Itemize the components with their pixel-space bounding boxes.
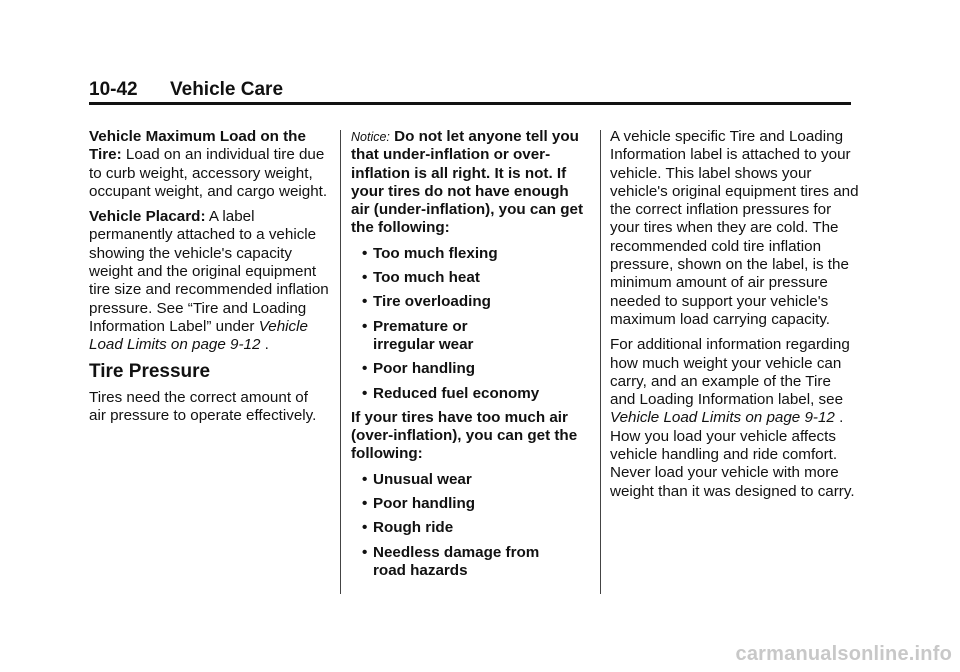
column-divider-left [340,130,341,594]
list-item-text: Too much heat [373,269,480,287]
cross-reference-link[interactable]: Vehicle Load Limits on page 9-12 [89,317,308,354]
section-title: Vehicle Care [170,79,284,100]
definition-term: Vehicle Maximum Load on the Tire [89,128,306,164]
bullet-icon: • [362,317,368,335]
bullet-icon: • [362,543,368,561]
definition-max-load [89,128,329,201]
definition-text: Load on an individual tire due to curb weight, accessory weight, occupant weight, and cargo weight. [89,146,328,200]
additional-info-paragraph [610,336,860,501]
cross-reference-link[interactable]: Vehicle Load Limits on page 9-12 [610,409,835,427]
definition-colon: : [116,146,122,164]
bullet-icon: • [362,269,368,287]
bullet-icon: • [362,495,368,513]
list-item [351,293,586,311]
definition-colon: : [200,208,206,226]
over-inflation-intro: If your tires have too much air (over-inflation), you can get the following: [351,408,578,463]
page-number: 10-42 [89,79,138,100]
notice-label: Notice: [351,130,390,144]
definition-text: A label permanently attached to a vehicle showing the vehicle's capacity weight and the original equipment tire size and recommended inflation pressure. See “Tire and Loading Information Label” under [89,208,329,335]
label-info-paragraph: A vehicle specific Tire and Loading Information label is attached to your vehicle. This label shows your vehicle's original equipment tires and the correct inflation pressures for your tires when they are cold. The recommended cold tire inflation pressure, shown on the label, is the minimum amount of air pressure needed to support your vehicle's maximum load carrying capacity. [610,128,859,328]
definition-end: . [260,336,269,354]
list-item [351,495,586,513]
section-heading: Tire Pressure [89,360,211,382]
bullet-icon: • [362,519,368,537]
list-item [351,544,586,581]
list-item [351,471,586,489]
list-item-text: Tire overloading [373,293,491,311]
list-item-text: Needless damage from road hazards [373,543,540,579]
tire-pressure-intro: Tires need the correct amount of air pressure to operate effectively. [89,388,317,425]
list-item [351,360,586,378]
column-left [89,128,329,432]
bullet-icon: • [362,470,368,488]
definition-vehicle-placard [89,208,329,354]
definition-term: Vehicle Placard [89,208,201,226]
bullet-icon: • [362,293,368,311]
bullet-icon: • [362,360,368,378]
list-item-text: Reduced fuel economy [373,384,540,402]
list-item-text: Premature or irregular wear [373,317,474,353]
notice-text: Do not let anyone tell you that under-inflation or over-inflation is all right. It is not. If your tires do not have enough air (under-inflation), you can get the following: [351,128,584,237]
column-middle [351,128,586,586]
bullet-icon: • [362,244,368,262]
paragraph-text: . How you load your vehicle affects vehicle handling and ride comfort. Never load your vehicle with more weight than it was designed to carry. [610,409,855,500]
list-item-text: Poor handling [373,360,476,378]
list-item [351,269,586,287]
notice-block [351,128,586,238]
paragraph-text: For additional information regarding how much weight your vehicle can carry, and an example of the Tire and Loading Information label, see [610,336,850,409]
list-item-text: Unusual wear [373,470,472,488]
list-item [351,318,586,355]
list-item-text: Poor handling [373,495,476,513]
list-item [351,385,586,403]
header-rule [89,102,851,105]
over-inflation-list [351,471,586,580]
column-right [610,128,860,508]
list-item-text: Rough ride [373,519,454,537]
bullet-icon: • [362,384,368,402]
list-item [351,519,586,537]
column-divider-right [600,130,601,594]
list-item [351,245,586,263]
list-item-text: Too much flexing [373,244,498,262]
under-inflation-list [351,245,586,403]
watermark: carmanualsonline.info [735,643,952,665]
